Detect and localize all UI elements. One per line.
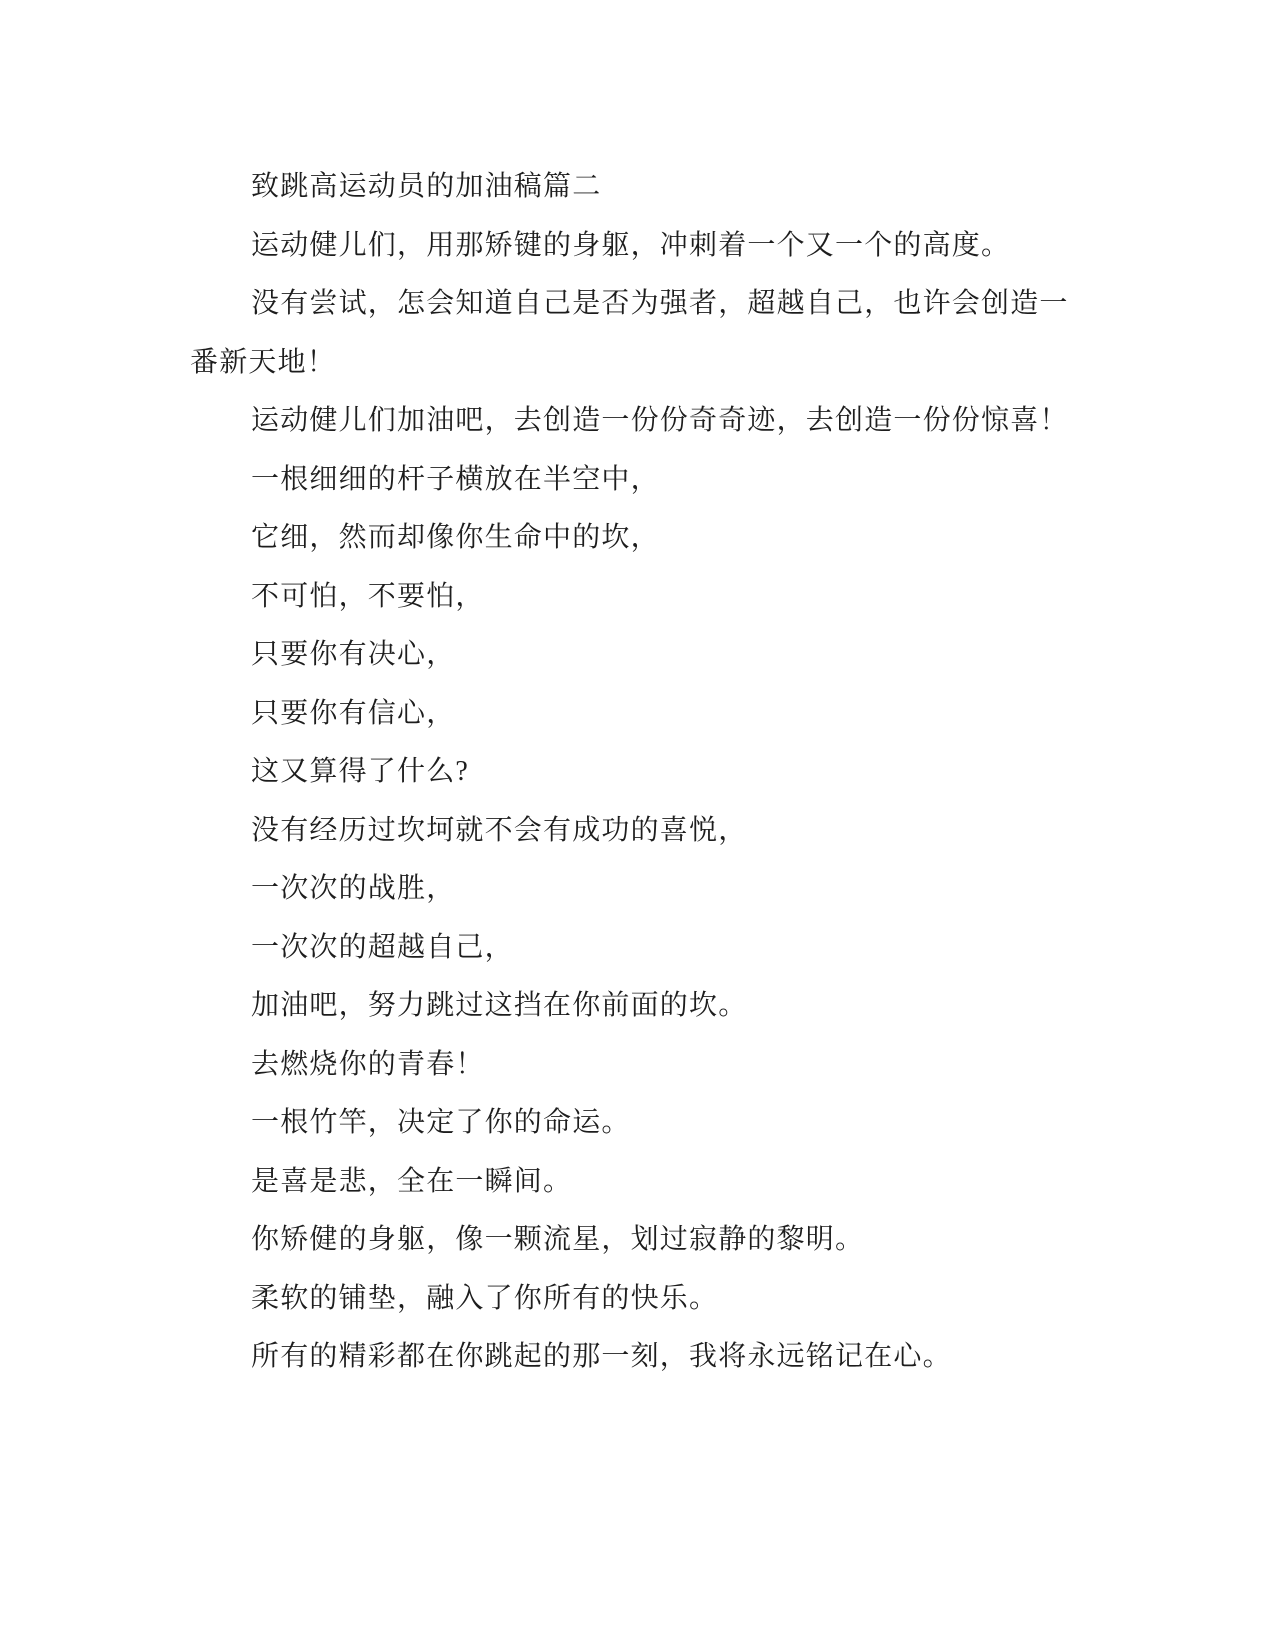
text-line: 它细，然而却像你生命中的坎， — [251, 522, 660, 553]
text-line: 是喜是悲，全在一瞬间。 — [251, 1165, 573, 1197]
text-line: 一次次的战胜， — [251, 873, 456, 904]
text-line: 柔软的铺垫，融入了你所有的快乐。 — [251, 1282, 719, 1314]
text-line: 没有经历过坎坷就不会有成功的喜悦， — [251, 814, 748, 846]
text-line: 这又算得了什么? — [251, 756, 470, 787]
text-line: 不可怕，不要怕， — [251, 580, 485, 612]
text-line: 所有的精彩都在你跳起的那一刻，我将永远铭记在心。 — [251, 1341, 952, 1372]
text-line: 加油吧，努力跳过这挡在你前面的坎。 — [251, 990, 748, 1021]
text-line: 只要你有信心， — [251, 697, 456, 729]
text-line: 运动健儿们，用那矫键的身躯，冲刺着一个又一个的高度。 — [251, 229, 1011, 261]
text-line: 只要你有决心， — [251, 639, 456, 670]
text-line: 一次次的超越自己， — [251, 931, 514, 963]
text-line: 一根竹竿，决定了你的命运。 — [251, 1107, 631, 1138]
document-title: 致跳高运动员的加油稿篇二 — [251, 171, 602, 202]
text-line: 没有尝试，怎会知道自己是否为强者，超越自己，也许会创造一 — [251, 288, 1069, 319]
document-text-block — [190, 158, 1080, 1387]
text-line: 一根细细的杆子横放在半空中， — [251, 463, 660, 495]
text-line: 运动健儿们加油吧，去创造一份份奇奇迹，去创造一份份惊喜！ — [251, 405, 1069, 436]
text-line: 去燃烧你的青春！ — [251, 1048, 485, 1080]
text-line-wrap: 番新天地！ — [190, 346, 337, 378]
text-line: 你矫健的身躯，像一颗流星，划过寂静的黎明。 — [251, 1224, 865, 1255]
